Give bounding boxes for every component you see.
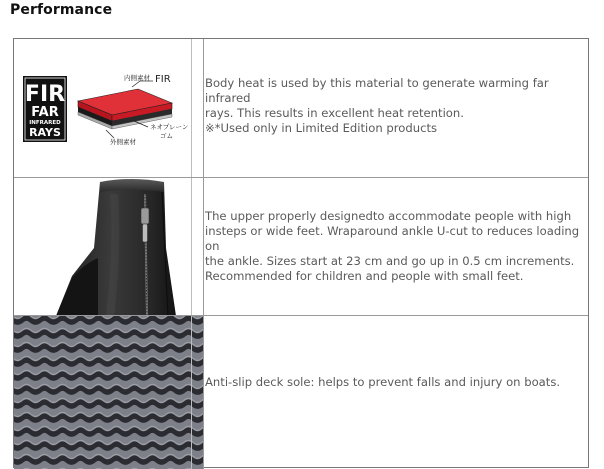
logo-far-text: FAR xyxy=(31,105,58,120)
image-divider xyxy=(191,316,192,469)
fir-logo xyxy=(23,76,67,142)
fir-description-cell xyxy=(204,39,588,177)
table-row xyxy=(14,316,588,469)
label-inner-material: 内側素材 xyxy=(124,73,151,82)
sole-image-cell xyxy=(14,316,204,469)
fir-layer-diagram xyxy=(14,39,204,177)
performance-table xyxy=(13,38,589,468)
logo-rays-text: RAYS xyxy=(29,126,61,139)
sole-description: Anti-slip deck sole: helps to prevent falls and injury on boats. xyxy=(205,375,560,390)
fir-description: Body heat is used by this material to generate warming far infrared rays. This results in excellent heat retention. ※*Used only in Limited Edition products xyxy=(205,76,588,136)
logo-infrared-text: INFRARED xyxy=(29,120,61,126)
sole-description-cell xyxy=(204,316,588,469)
label-fir: FIR xyxy=(155,74,171,85)
wavy-sole-photo xyxy=(14,316,204,469)
table-row xyxy=(14,178,588,316)
fir-image-cell xyxy=(14,39,204,177)
image-divider xyxy=(191,178,192,315)
boot-description: The upper properly designedto accommodate people with high insteps or wide feet. Wraparound ankle U-cut to reduces loading on the ankle. Sizes start at 23 cm and go up in 0.5 cm increments. Recommended for children and people with small feet. xyxy=(205,209,588,284)
label-neoprene: ネオプレーン xyxy=(150,123,188,131)
page-title: Performance xyxy=(10,2,112,18)
boot-description-cell xyxy=(204,178,588,315)
table-row xyxy=(14,39,588,178)
logo-fir-text: FIR xyxy=(25,82,65,107)
boot-image-cell xyxy=(14,178,204,315)
label-outer-material: 外側素材 xyxy=(110,137,137,146)
image-divider xyxy=(191,39,192,177)
label-rubber: ゴム xyxy=(160,132,173,140)
neoprene-boot-photo xyxy=(14,178,204,315)
